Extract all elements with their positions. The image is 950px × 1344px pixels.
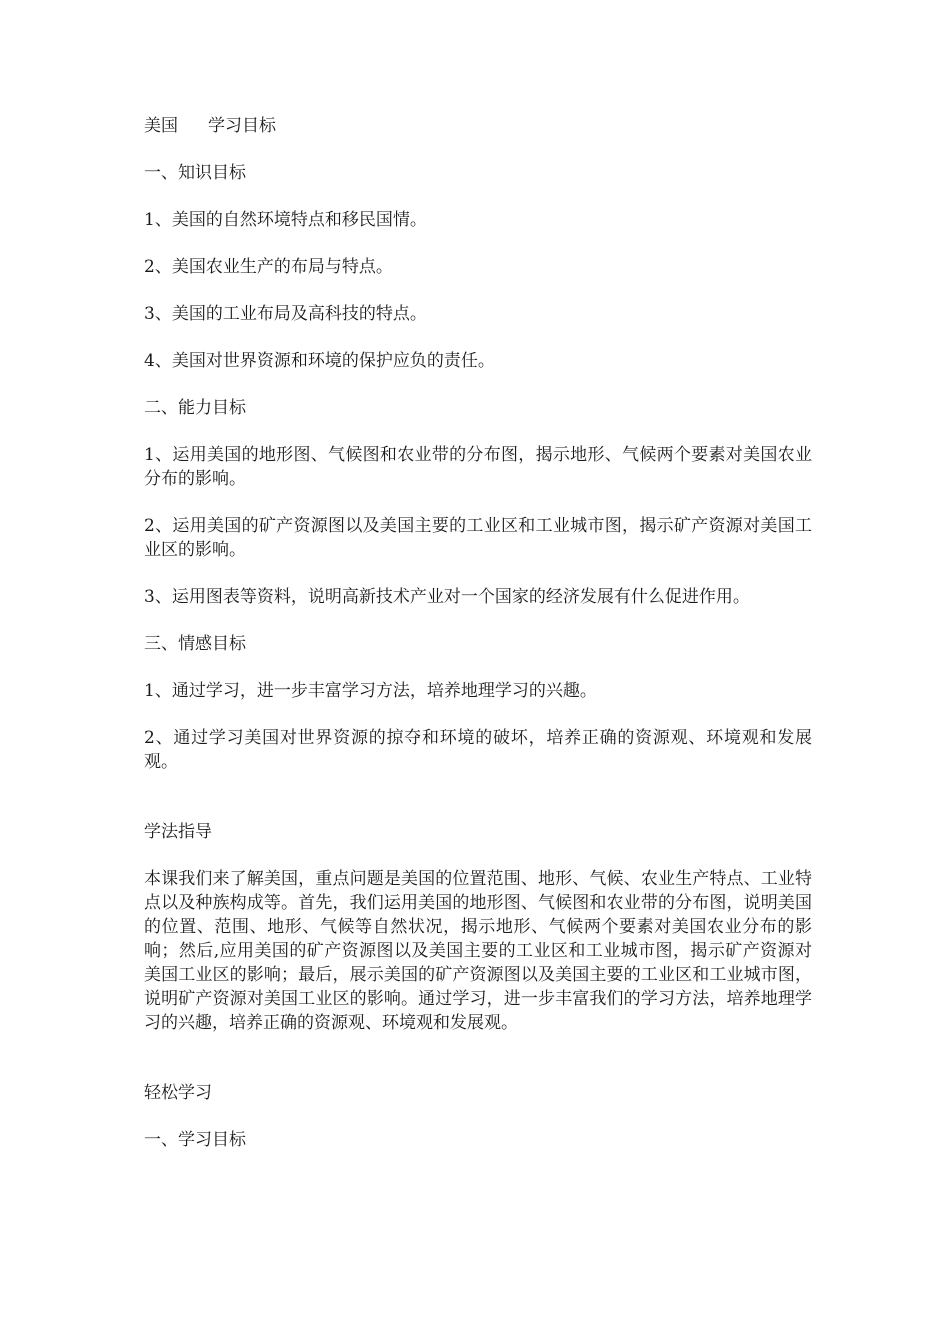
ability-item: 2、运用美国的矿产资源图以及美国主要的工业区和工业城市图，揭示矿产资源对美国工业区的影响。 (144, 516, 812, 560)
knowledge-item: 1、美国的自然环境特点和移民国情。 (144, 210, 427, 230)
knowledge-heading: 一、知识目标 (144, 163, 246, 183)
knowledge-item: 4、美国对世界资源和环境的保护应负的责任。 (144, 351, 495, 371)
ability-heading: 二、能力目标 (144, 398, 246, 418)
title-objectives: 学习目标 (208, 116, 276, 136)
emotion-heading: 三、情感目标 (144, 634, 246, 654)
title-country: 美国 (144, 116, 178, 136)
ability-item: 3、运用图表等资料，说明高新技术产业对一个国家的经济发展有什么促进作用。 (144, 587, 750, 607)
document-title (144, 114, 812, 138)
easy-learning-subheading: 一、学习目标 (144, 1130, 246, 1150)
easy-learning-heading: 轻松学习 (144, 1083, 212, 1103)
knowledge-item: 2、美国农业生产的布局与特点。 (144, 257, 393, 277)
knowledge-item: 3、美国的工业布局及高科技的特点。 (144, 304, 427, 324)
document-body (144, 114, 812, 1152)
ability-item: 1、运用美国的地形图、气候图和农业带的分布图，揭示地形、气候两个要素对美国农业分布的影响。 (144, 445, 812, 489)
study-guide-body: 本课我们来了解美国，重点问题是美国的位置范围、地形、气候、农业生产特点、工业特点以及种族构成等。首先，我们运用美国的地形图、气候图和农业带的分布图，说明美国的位置、范围、地形、气候等自然状况，揭示地形、气候两个要素对美国农业分布的影响；然后,应用美国的矿产资源图以及美国主要的工业区和工业城市图，揭示矿产资源对美国工业区的影响；最后，展示美国的矿产资源图以及美国主要的工业区和工业城市图，说明矿产资源对美国工业区的影响。通过学习，进一步丰富我们的学习方法，培养地理学习的兴趣，培养正确的资源观、环境观和发展观。 (144, 869, 812, 1033)
study-guide-heading: 学法指导 (144, 822, 212, 842)
emotion-item: 2、通过学习美国对世界资源的掠夺和环境的破坏，培养正确的资源观、环境观和发展观。 (144, 728, 812, 772)
emotion-item: 1、通过学习，进一步丰富学习方法，培养地理学习的兴趣。 (144, 681, 597, 701)
